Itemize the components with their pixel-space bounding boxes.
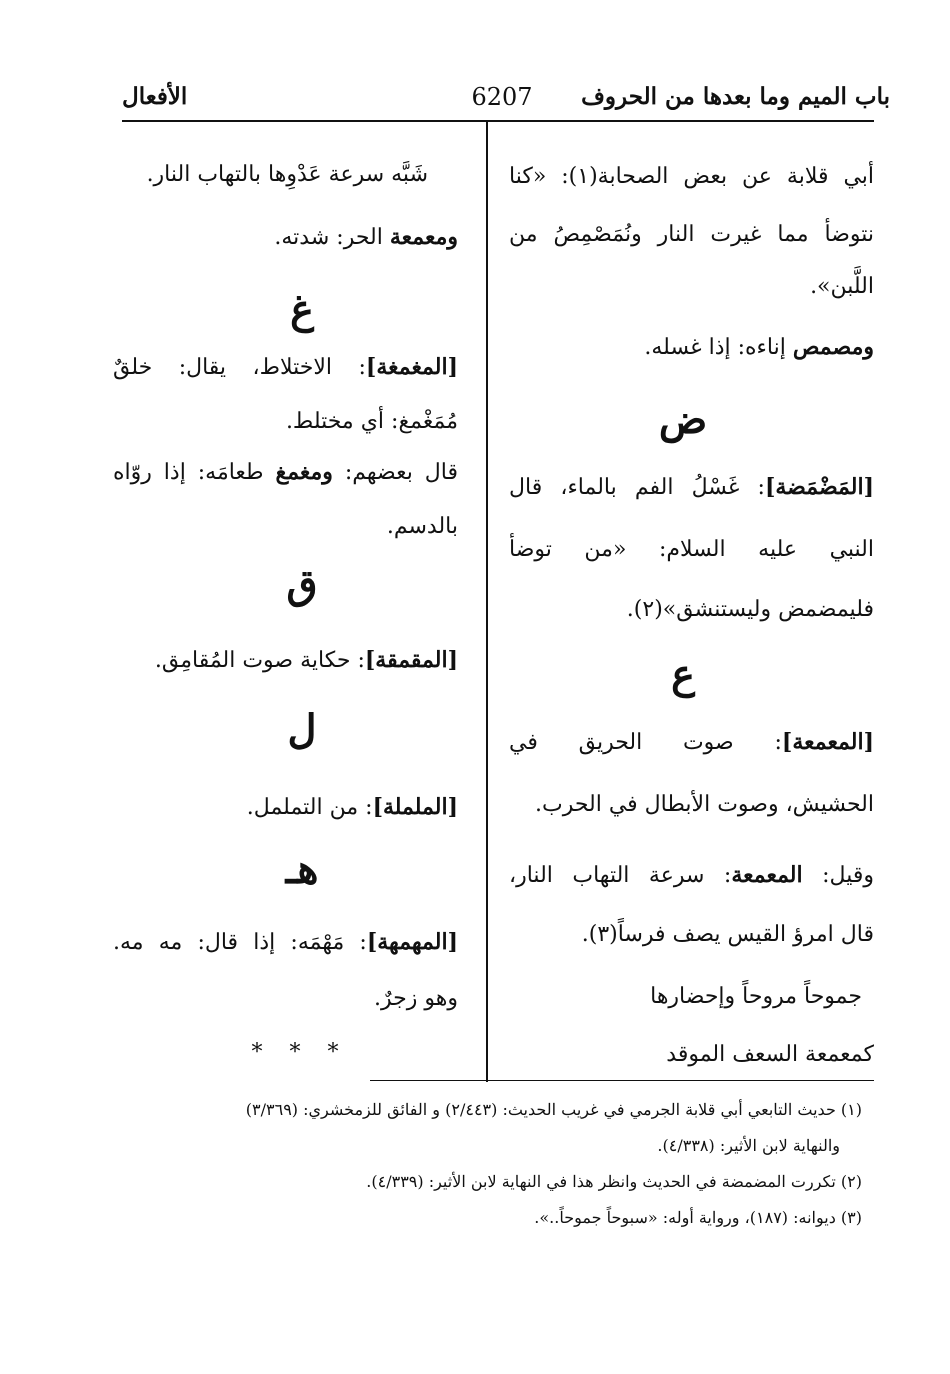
headword: [المهمهة] (366, 929, 458, 955)
section-letter-ghain: غ (290, 286, 314, 333)
headword: [المقمقة] (364, 647, 458, 673)
page-number: 6207 (471, 83, 533, 111)
footnote-1-cont: والنهاية لابن الأثير: (٤/٣٣٨). (657, 1136, 840, 1155)
entry-line: ومعمعة الحر: شدته. (274, 224, 458, 250)
section-letter-ha: هـ (285, 846, 319, 893)
headword: المعمعة (731, 862, 803, 888)
text-line: أبي قلابة عن بعض الصحابة(١): «كنا (509, 164, 875, 189)
text-line: مُمَغْمغ: أي مختلط. (285, 409, 458, 434)
entry-line: وقيل: المعمعة: سرعة التهاب النار، (509, 862, 874, 888)
entry-line: [المَضْمَضة]: غَسْلُ الفم بالماء، قال (509, 474, 874, 500)
entry-line: ومصمص إناءه: إذا غسله. (644, 334, 874, 360)
headword: [المغمغة] (365, 354, 458, 380)
text-line: وهو زجرٌ. (374, 986, 458, 1011)
entry-line: قال بعضهم: ومغمغ طعامَه: إذا روّاه (113, 459, 458, 485)
entry-line: [المغمغة]: الاختلاط، يقال: خلقٌ (113, 354, 458, 380)
entry-line: [المعمعة]: صوت الحريق في (509, 729, 874, 755)
text-line: قال امرؤ القيس يصف فرساً(٣). (581, 922, 874, 947)
running-header-chapter: باب الميم وما بعدها من الحروف (581, 83, 890, 110)
headword: [الململة] (372, 794, 458, 820)
column-divider (486, 122, 488, 1082)
entry-line: [المقمقة]: حكاية صوت المُقامِق. (154, 647, 458, 673)
headword: [المَضْمَضة] (764, 474, 874, 500)
footnote-1: (١) حديث التابعي أبي قلابة الجرمي في غريب الحديث: (٢/٤٤٣) و الفائق للزمخشري: (٣/٣٦٩) (245, 1100, 862, 1119)
text-line: النبي عليه السلام: «من توضأ (509, 537, 874, 562)
entry-line: [المهمهة]: مَهْمَه: إذا قال: مه مه. (113, 929, 458, 955)
footnote-rule (370, 1080, 874, 1081)
section-end-stars: * * * (251, 1040, 349, 1065)
verse-line: كمعمعة السعف الموقد (666, 1042, 874, 1067)
running-header-section: الأفعال (122, 83, 188, 110)
text-line: شَبَّه سرعة عَدْوِها بالتهاب النار. (146, 162, 428, 187)
section-letter-dad: ض (658, 396, 708, 443)
text-line: نتوضأ مما غيرت النار ونُمَصْمِصُ من (509, 222, 874, 247)
text-line: فليمضمض وليستنشق»(٢). (626, 597, 874, 622)
section-letter-ain: ع (671, 651, 695, 698)
headword: ومعمعة (389, 224, 458, 250)
text-line: اللَّبن». (810, 274, 874, 299)
text-line: الحشيش، وصوت الأبطال في الحرب. (534, 792, 874, 817)
headword: ومصمص (792, 334, 874, 360)
headword: ومغمغ (275, 459, 333, 485)
entry-line: [الململة]: من التململ. (246, 794, 458, 820)
footnote-3: (٣) ديوانه: (١٨٧)، ورواية أوله: «سبوحاً جموحاً..». (534, 1208, 862, 1227)
section-letter-qaf: ق (286, 561, 318, 608)
text-line: بالدسم. (386, 514, 458, 539)
verse-line: جموحاً مروحاً وإحضارها (650, 984, 862, 1009)
header-rule (122, 120, 874, 122)
headword: [المعمعة] (781, 729, 874, 755)
section-letter-lam: ل (287, 706, 317, 753)
footnote-2: (٢) تكررت المضمضة في الحديث وانظر هذا في النهاية لابن الأثير: (٤/٣٣٩). (366, 1172, 862, 1191)
